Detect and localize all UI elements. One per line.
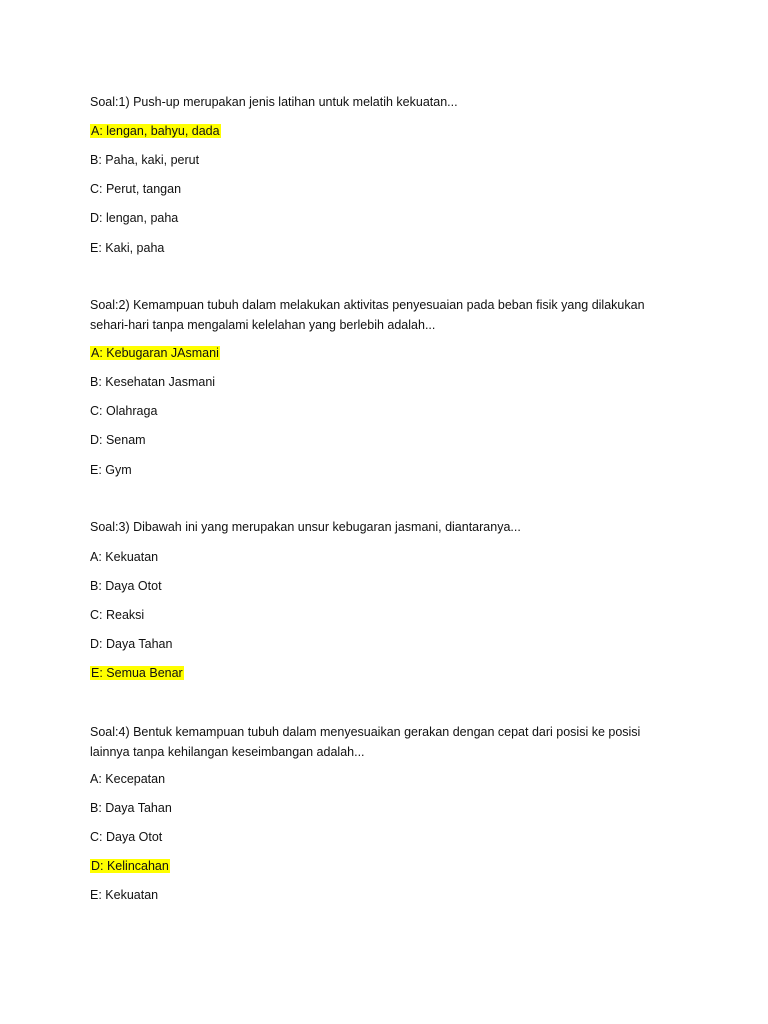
question-1-option-d: D: lengan, paha — [90, 211, 179, 225]
question-2-option-a — [90, 344, 220, 362]
question-2-option-e: E: Gym — [90, 463, 132, 477]
question-4-option-b: B: Daya Tahan — [90, 801, 172, 815]
highlighted-answer: A: Kebugaran JAsmani — [91, 346, 219, 360]
question-4-option-e: E: Kekuatan — [90, 888, 159, 902]
question-2-option-b: B: Kesehatan Jasmani — [90, 375, 216, 389]
question-4-text: Soal:4) Bentuk kemampuan tubuh dalam menyesuaikan gerakan dengan cepat dari posisi ke posisi lainnya tanpa kehilangan keseimbangan adalah... — [90, 725, 641, 759]
question-1-option-b: B: Paha, kaki, perut — [90, 153, 200, 167]
question-4-option-a: A: Kecepatan — [90, 772, 166, 786]
question-4-option-c: C: Daya Otot — [90, 830, 163, 844]
question-3-option-d: D: Daya Tahan — [90, 637, 173, 651]
question-4-option-d — [90, 857, 170, 875]
highlighted-answer: D: Kelincahan — [91, 859, 169, 873]
question-2-option-d: D: Senam — [90, 433, 146, 447]
question-2-text: Soal:2) Kemampuan tubuh dalam melakukan aktivitas penyesuaian pada beban fisik yang dilakukan sehari-hari tanpa mengalami kelelahan yang berlebih adalah... — [90, 298, 645, 332]
question-1-option-e: E: Kaki, paha — [90, 241, 165, 255]
question-2-option-c: C: Olahraga — [90, 404, 158, 418]
question-3-option-a: A: Kekuatan — [90, 550, 159, 564]
question-1-text: Soal:1) Push-up merupakan jenis latihan untuk melatih kekuatan... — [90, 95, 458, 109]
question-3-option-e — [90, 664, 184, 682]
highlighted-answer: A: lengan, bahyu, dada — [91, 124, 220, 138]
question-3-option-c: C: Reaksi — [90, 608, 145, 622]
question-1-option-c: C: Perut, tangan — [90, 182, 182, 196]
question-3-text: Soal:3) Dibawah ini yang merupakan unsur kebugaran jasmani, diantaranya... — [90, 520, 521, 534]
question-3-option-b: B: Daya Otot — [90, 579, 162, 593]
highlighted-answer: E: Semua Benar — [91, 666, 183, 680]
question-1-option-a — [90, 122, 221, 140]
